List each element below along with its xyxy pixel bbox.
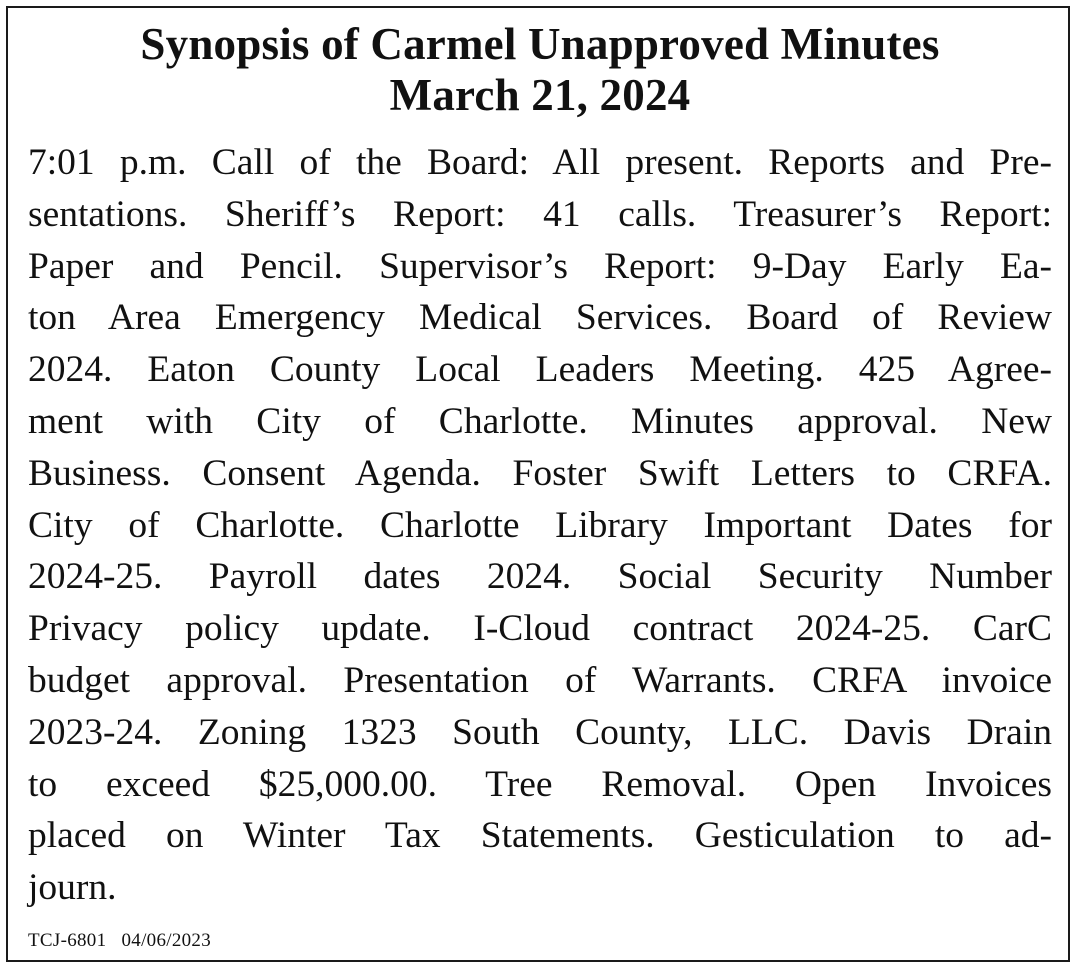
body-line: Paper and Pencil. Supervisor’s Report: 9-Day Early Ea- (28, 245, 1052, 287)
body-line: placed on Winter Tax Statements. Gesticulation to ad- (28, 815, 1052, 857)
body-line: City of Charlotte. Charlotte Library Important Dates for (28, 504, 1052, 546)
body-line: ton Area Emergency Medical Services. Board of Review (28, 297, 1052, 339)
notice-date: March 21, 2024 (389, 70, 691, 120)
notice-title: Synopsis of Carmel Unapproved Minutes (140, 19, 940, 69)
body-line: 2024. Eaton County Local Leaders Meeting. 425 Agree- (28, 349, 1052, 391)
body-line: ment with City of Charlotte. Minutes approval. New (28, 400, 1052, 442)
body-line: 7:01 p.m. Call of the Board: All present. Reports and Pre- (28, 142, 1052, 183)
body-line: Privacy policy update. I-Cloud contract 2024-25. CarC (28, 608, 1052, 650)
body-line: sentations. Sheriff’s Report: 41 calls. Treasurer’s Report: (28, 193, 1052, 235)
body-line: to exceed $25,000.00. Tree Removal. Open Invoices (28, 763, 1052, 805)
body-line: 2023-24. Zoning 1323 South County, LLC. Davis Drain (28, 711, 1052, 753)
notice-code: TCJ-6801 (28, 930, 107, 951)
notice-footer-date: 04/06/2023 (121, 930, 212, 951)
body-line: 2024-25. Payroll dates 2024. Social Security Number (28, 556, 1052, 598)
body-line: budget approval. Presentation of Warrants. CRFA invoice (28, 659, 1052, 701)
body-line: Business. Consent Agenda. Foster Swift Letters to CRFA. (28, 452, 1052, 494)
notice-footer (28, 930, 211, 952)
minutes-body (28, 137, 1052, 914)
body-line: journ. (28, 867, 117, 909)
